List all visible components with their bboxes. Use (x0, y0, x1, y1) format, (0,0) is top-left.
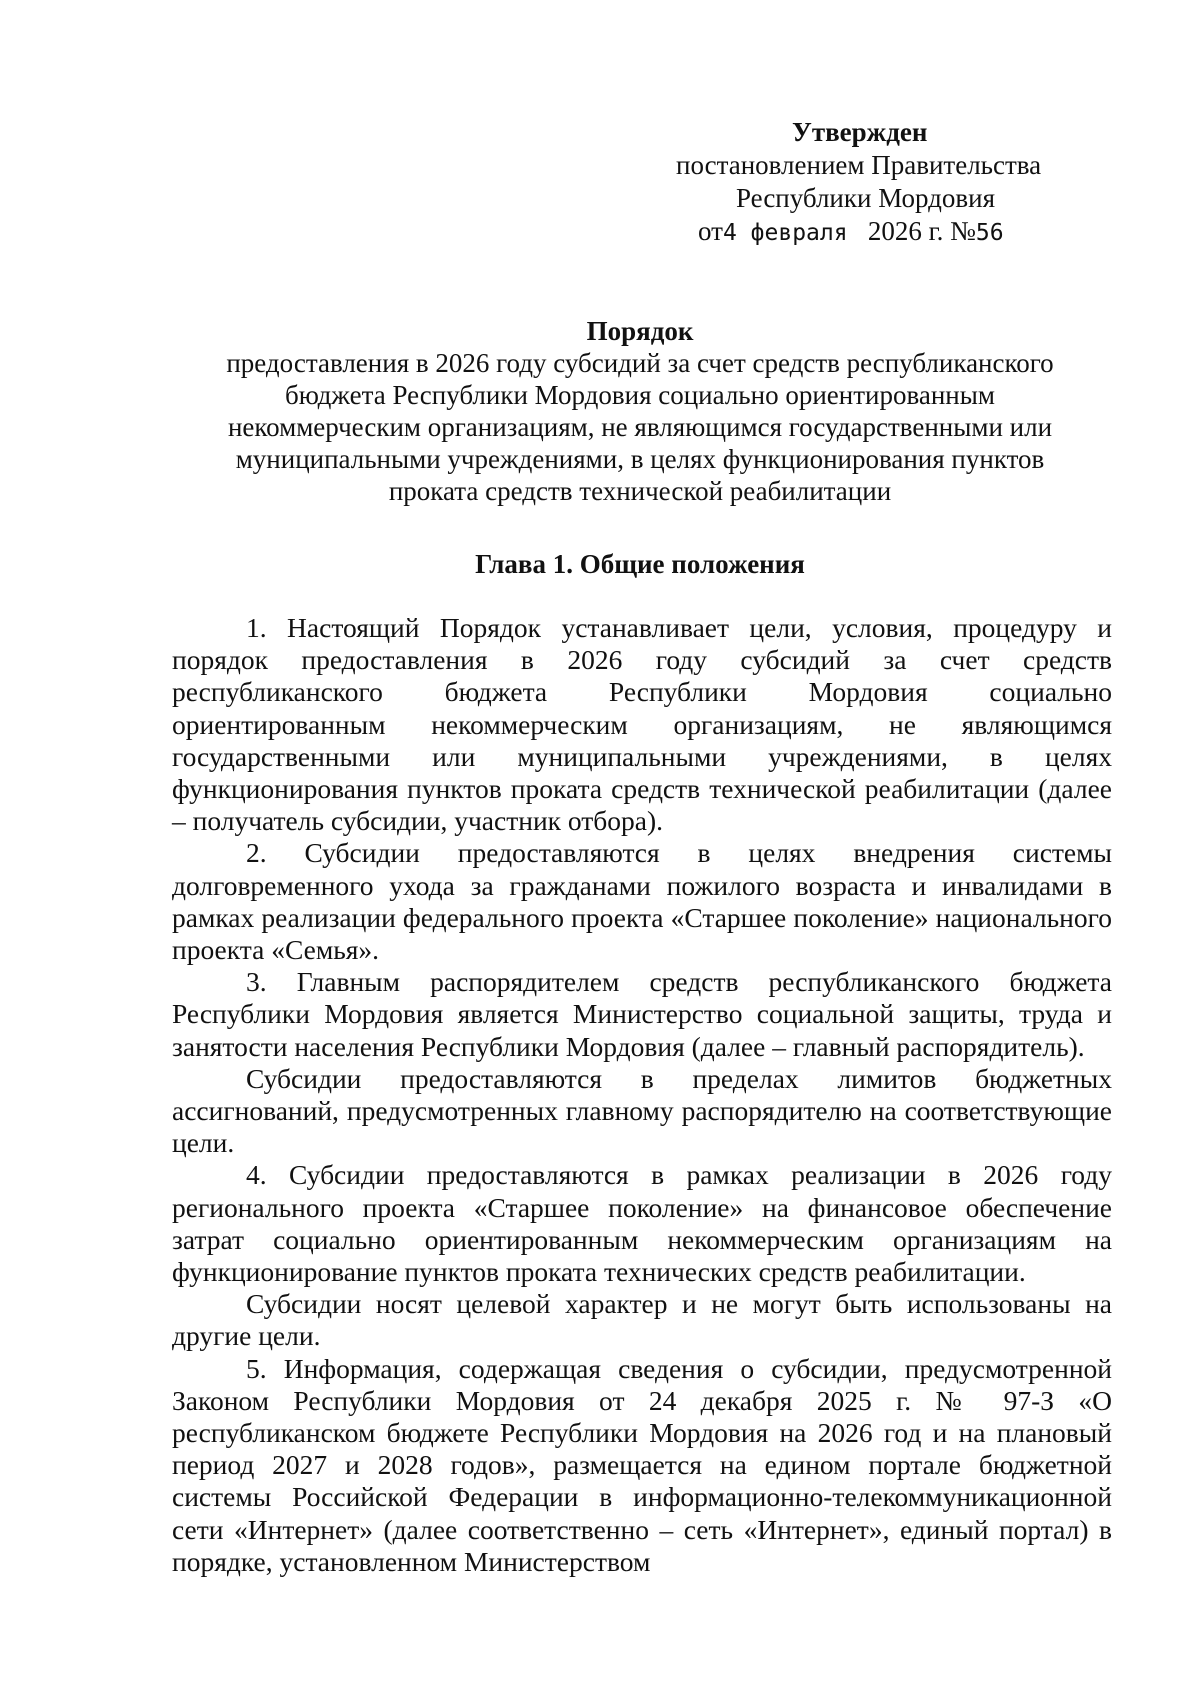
approved-by-decree: постановлением Правительства (676, 150, 1042, 180)
approved-republic: Республики Мордовия (736, 183, 996, 213)
paragraph-5: 5. Информация, содержащая сведения о субсидии, предусмотренной Законом Республики Мордовия от 24 декабря 2025 г. № 97-З «О республиканском бюджете Республики Мордовия на 2026 год и на плановый период 2027 и 2028 годов», размещается на едином портале бюджетной системы Российской Федерации в информационно-телекоммуникационной сети «Интернет» (далее соответственно – сеть «Интернет», единый портал) в порядке, установленном Министерством (172, 1352, 1112, 1577)
paragraph-4-continued: Субсидии носят целевой характер и не могут быть использованы на другие цели. (172, 1288, 1112, 1352)
paragraph-3: 3. Главным распорядителем средств республиканского бюджета Республики Мордовия является Министерство социальной защиты, труда и занятости населения Республики Мордовия (далее – главный распорядитель). (172, 966, 1112, 1062)
number-sign: № (950, 216, 976, 246)
date-prefix: от (698, 216, 723, 246)
paragraph-4: 4. Субсидии предоставляются в рамках реализации в 2026 году регионального проекта «Старшее поколение» на финансовое обеспечение затрат социально ориентированным некоммерческим организациям на функционирование пунктов проката технических средств реабилитации. (172, 1159, 1112, 1288)
title-line-4: муниципальными учреждениями, в целях функционирования пунктов (235, 444, 1045, 474)
date-year: 2026 г. (867, 216, 944, 246)
chapter-heading: Глава 1. Общие положения (475, 549, 805, 579)
paragraph-1: 1. Настоящий Порядок устанавливает цели, условия, процедуру и порядок предоставления в 2026 году субсидий за счет средств республиканского бюджета Республики Мордовия социально ориентированным некоммерческим организациям, не являющимся государственными или муниципальными учреждениями, в целях функционирования пунктов проката средств технической реабилитации (далее – получатель субсидии, участник отбора). (172, 612, 1112, 837)
decree-number: 56 (975, 220, 1004, 246)
title-line-3: некоммерческим организациям, не являющимся государственными или (227, 412, 1053, 442)
document-body (172, 612, 1112, 1578)
title-line-1: предоставления в 2026 году субсидий за счет средств республиканского (226, 348, 1054, 378)
document-title-block (170, 315, 1110, 507)
approval-date-line (640, 215, 1080, 250)
approved-label: Утвержден (792, 117, 928, 147)
paragraph-3-continued: Субсидии предоставляются в пределах лимитов бюджетных ассигнований, предусмотренных главному распорядителю на соответствующие цели. (172, 1062, 1112, 1159)
document-title: Порядок (586, 316, 694, 346)
paragraph-2: 2. Субсидии предоставляются в целях внедрения системы долговременного ухода за гражданами пожилого возраста и инвалидами в рамках реализации федерального проекта «Старшее поколение» национального проекта «Семья». (172, 837, 1112, 966)
title-line-5: проката средств технической реабилитации (388, 476, 892, 506)
date-value: 4 февраля (722, 220, 848, 246)
approval-stamp-block (640, 116, 1080, 250)
title-line-2: бюджета Республики Мордовия социально ориентированным (285, 380, 995, 410)
